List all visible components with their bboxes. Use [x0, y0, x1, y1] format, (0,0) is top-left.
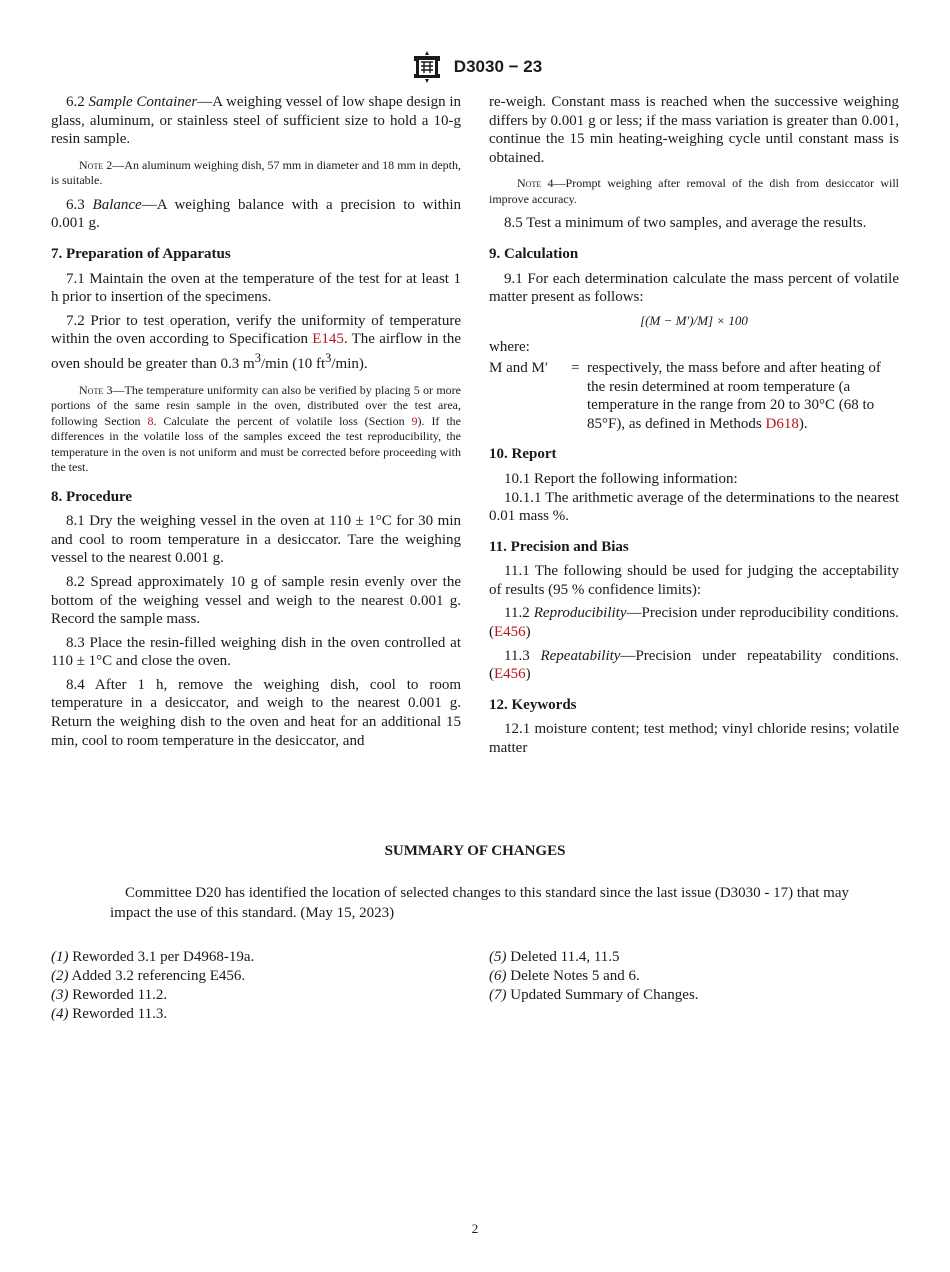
section-8-2: 8.2 Spread approximately 10 g of sample resin evenly over the bottom of the weighing vessel and weigh to the nearest 0.001 g. Record the sample mass. [51, 573, 461, 628]
section-8-4-continued: re-weigh. Constant mass is reached when the successive weighing differs by 0.001 g or less; if the mass variation is greater than 0.001, continue the 15 min heating-weighing cycle until constant mass is obtained. [489, 94, 899, 166]
ref-e456-link[interactable]: E456 [494, 624, 526, 641]
section-10-1-1: 10.1.1 The arithmetic average of the determinations to the nearest 0.01 mass %. [489, 489, 899, 525]
ref-e456-link[interactable]: E456 [494, 666, 526, 683]
section-7-2: 7.2 Prior to test operation, verify the uniformity of temperature within the oven according to Specification E145. The airflow in the oven should be greater than 0.3 $m^3/\min$ (10 $ft^3/\min$). [51, 312, 461, 372]
note-3: Note 3—The temperature uniformity can also be verified by placing 5 or more portions of the same resin sample in the oven, distributed over the test area, following Section 8. Calculate the percent of volatile loss (Section 9). If the differences in the volatile loss of the samples exceed the test reproducibility, the temperature in the oven is not uniform and must be corrected before proceeding with the test. [51, 382, 461, 475]
where-label: where: [489, 339, 530, 356]
section-8-3: 8.3 Place the resin-filled weighing dish in the oven controlled at 110 ± 1°C and close the oven. [51, 634, 461, 670]
ref-d618-link[interactable]: D618 [765, 415, 799, 432]
page-header [0, 50, 950, 84]
section-8-5: 8.5 Test a minimum of two samples, and average the results. [504, 215, 867, 232]
section-11-3: 11.3 Repeatability—Precision under repeatability conditions. (E456) [489, 647, 899, 683]
ref-section-9-link[interactable]: 9 [411, 413, 418, 428]
heading-procedure: 8. Procedure [51, 488, 133, 505]
heading-preparation-of-apparatus: 7. Preparation of Apparatus [51, 245, 231, 262]
heading-precision-and-bias: 11. Precision and Bias [489, 538, 629, 555]
page-number: 2 [471, 1221, 479, 1236]
list-item: (1) Reworded 3.1 per D4968-19a. [51, 949, 255, 965]
left-column [51, 93, 461, 755]
section-8-4: 8.4 After 1 h, remove the weighing dish, cool to room temperature in a desiccator, and weigh to the nearest 0.001 g. Return the weighing dish to the oven and heat for an additional 15 min, cool to room temperature in the desiccator, and [51, 676, 461, 749]
definition-m: M and M′ = respectively, the mass before and after heating of the resin determined at room temperature (a temperature in the range from 20 to 30°C (68 to 85°F), as defined in Methods D618). [489, 359, 881, 432]
section-6-2: 6.2 Sample Container—A weighing vessel of low shape design in glass, aluminum, or stainless steel of sufficient size to hold a 10-g resin sample. [51, 94, 462, 148]
list-item: (6) Delete Notes 5 and 6. [489, 968, 640, 984]
list-item: (3) Reworded 11.2. [51, 987, 168, 1003]
section-7-1: 7.1 Maintain the oven at the temperature of the test for at least 1 h prior to insertion of the specimens. [51, 270, 461, 306]
list-item: (4) Reworded 11.3. [51, 1006, 168, 1022]
changes-list-left [51, 948, 451, 1024]
section-6-3: 6.3 Balance—A weighing balance with a precision to within 0.001 g. [51, 196, 461, 232]
note-2: Note 2—An aluminum weighing dish, 57 mm in diameter and 18 mm in depth, is suitable. [51, 157, 461, 188]
heading-keywords: 12. Keywords [489, 696, 577, 713]
note-4: Note 4—Prompt weighing after removal of the dish from desiccator will improve accuracy. [489, 176, 900, 206]
list-item: (5) Deleted 11.4, 11.5 [489, 949, 620, 965]
section-10-1: 10.1 Report the following information: [504, 470, 738, 487]
summary-of-changes-title: SUMMARY OF CHANGES [384, 843, 566, 859]
list-item: (7) Updated Summary of Changes. [489, 987, 699, 1003]
list-item: (2) Added 3.2 referencing E456. [51, 968, 246, 984]
ref-section-8-link[interactable]: 8 [147, 413, 154, 428]
section-9-1: 9.1 For each determination calculate the mass percent of volatile matter present as follows: [489, 270, 899, 306]
standard-designation: D3030 − 23 [453, 57, 543, 76]
astm-logo-icon [408, 50, 446, 84]
heading-report: 10. Report [489, 446, 557, 463]
volatile-matter-formula: [(M − M′)/M] × 100 [640, 312, 748, 328]
section-11-1: 11.1 The following should be used for judging the acceptability of results (95 % confidence limits): [489, 563, 899, 598]
section-12-1: 12.1 moisture content; test method; vinyl chloride resins; volatile matter [489, 721, 899, 757]
summary-intro: Committee D20 has identified the location of selected changes to this standard since the last issue (D3030 - 17) that may impact the use of this standard. (May 15, 2023) [110, 885, 849, 921]
right-column [489, 93, 899, 763]
heading-calculation: 9. Calculation [489, 245, 579, 262]
section-8-1: 8.1 Dry the weighing vessel in the oven at 110 ± 1°C for 30 min and cool to room temperature in a desiccator. Tare the weighing vessel to the nearest 0.001 g. [51, 513, 461, 567]
changes-list-right [489, 948, 889, 1005]
ref-e145-link[interactable]: E145 [312, 331, 344, 348]
section-11-2: 11.2 Reproducibility—Precision under reproducibility conditions. (E456) [489, 605, 900, 641]
